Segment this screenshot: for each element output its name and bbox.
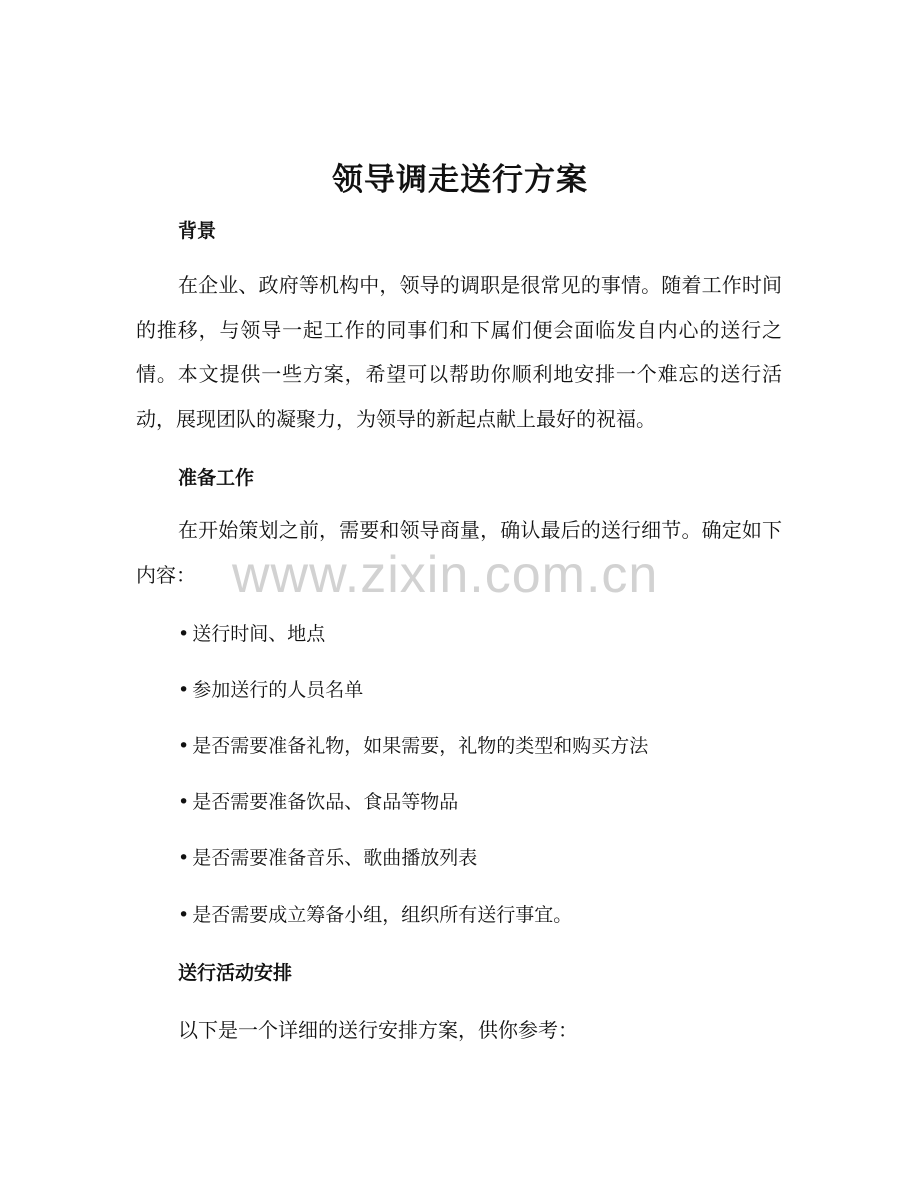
list-item-text: 送行时间、地点 <box>192 623 326 645</box>
watermark: www.zixin.com.cn <box>232 546 659 604</box>
list-item <box>178 787 458 814</box>
background-paragraph: 在企业、政府等机构中，领导的调职是很常见的事情。随着工作时间的推移，与领导一起工作的同事们和下属们便会面临发自内心的送行之情。本文提供一些方案，希望可以帮助你顺利地安排一个难忘的送行活动，展现团队的凝聚力，为领导的新起点献上最好的祝福。 <box>136 273 782 431</box>
document-title: 领导调走送行方案 <box>332 162 588 198</box>
bullet-icon: • <box>178 623 190 645</box>
bullet-icon: • <box>178 904 190 926</box>
bullet-icon: • <box>178 791 190 813</box>
list-item-text: 是否需要准备礼物，如果需要，礼物的类型和购买方法 <box>192 735 649 757</box>
bullet-icon: • <box>178 847 190 869</box>
list-item-text: 是否需要成立筹备小组，组织所有送行事宜。 <box>192 904 573 926</box>
list-item <box>178 675 363 702</box>
list-item-text: 参加送行的人员名单 <box>192 679 364 701</box>
activities-paragraph: 以下是一个详细的送行安排方案，供你参考： <box>178 1018 578 1042</box>
list-item-text: 是否需要准备音乐、歌曲播放列表 <box>192 847 478 869</box>
section-heading-background: 背景 <box>178 220 217 242</box>
list-item <box>178 731 648 758</box>
preparation-paragraph: 在开始策划之前，需要和领导商量，确认最后的送行细节。确定如下内容： <box>136 518 782 587</box>
bullet-icon: • <box>178 735 190 757</box>
list-item-text: 是否需要准备饮品、食品等物品 <box>192 791 459 813</box>
bullet-icon: • <box>178 679 190 701</box>
section-heading-preparation: 准备工作 <box>178 467 255 489</box>
list-item <box>178 619 325 646</box>
list-item <box>178 843 477 870</box>
section-heading-activities: 送行活动安排 <box>178 962 293 984</box>
list-item <box>178 900 572 927</box>
